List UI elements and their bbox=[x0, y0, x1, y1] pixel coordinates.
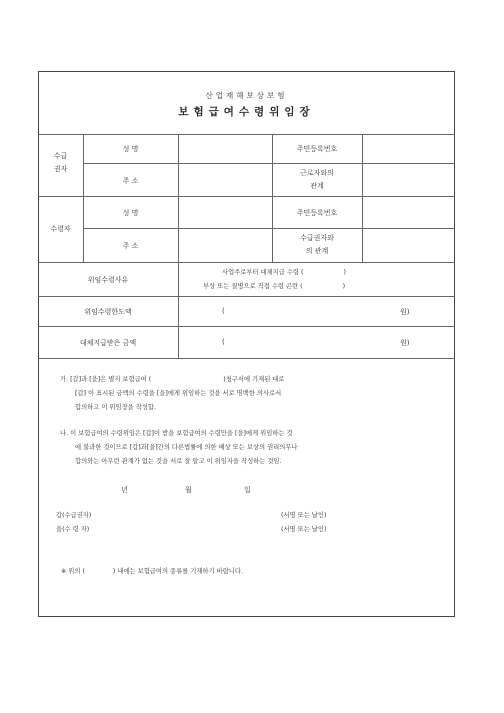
claimant-name-label: 성 명 bbox=[122, 145, 139, 153]
party-b-signature[interactable]: (서명 또는 날인) bbox=[281, 526, 327, 533]
agent-name-field[interactable] bbox=[179, 198, 271, 227]
claimant-resident-number-label: 주민등록번호 bbox=[296, 145, 338, 153]
table-line bbox=[38, 296, 455, 297]
limit-value-open: ( bbox=[222, 307, 225, 315]
date-year-label: 년 bbox=[121, 486, 128, 494]
advance-label: 대체지급받은 금액 bbox=[79, 339, 137, 347]
party-a-signature[interactable]: (서명 또는 날인) bbox=[281, 512, 327, 519]
party-a-name-field[interactable] bbox=[110, 506, 275, 520]
paragraph-a-line-2: [갑] 이 표시된 금액의 수령을 [을]에게 위임하는 것을 서로 명백한 의사로서 bbox=[75, 390, 282, 397]
claimant-address-label: 주 소 bbox=[122, 177, 139, 185]
paragraph-b-line-1: 나. 이 보험급여의 수령위임은 [갑]이 받을 보험급여의 수령만을 [을]에게 위임하는 것 bbox=[60, 430, 293, 437]
paragraph-b-line-3: 합의와는 아무런 관계가 없는 것을 서로 잘 알고 이 위임자을 작성하는 것임. bbox=[75, 458, 282, 465]
table-line bbox=[83, 228, 455, 229]
claimant-resident-number-field[interactable] bbox=[363, 136, 454, 162]
date-day-field[interactable] bbox=[200, 480, 242, 496]
advance-value-open: ( bbox=[222, 338, 225, 346]
date-month-field[interactable] bbox=[140, 480, 182, 496]
reason-label: 위임수령사유 bbox=[87, 276, 129, 284]
form-title: 보험급여수령위임장 bbox=[178, 106, 315, 118]
limit-label: 위임수령한도액 bbox=[84, 308, 132, 316]
table-line bbox=[38, 196, 455, 197]
relation-to-claimant-field[interactable] bbox=[363, 230, 454, 261]
party-b-label: 을(수 령 자) bbox=[56, 526, 90, 533]
agent-address-field[interactable] bbox=[179, 230, 271, 261]
claimant-name-field[interactable] bbox=[179, 136, 271, 162]
reason-option-employer[interactable]: 사업주로부터 대체지급 수령 ( ) bbox=[222, 269, 346, 276]
table-line bbox=[38, 326, 455, 327]
agent-group-label: 수령자 bbox=[50, 225, 71, 233]
advance-amount-field[interactable] bbox=[230, 330, 390, 354]
relation-to-claimant-label: 수급권자와 의 관계 bbox=[300, 234, 334, 255]
paragraph-a-line-1: 가. [갑]과 [을]은 별지 보험급여 ( )청구서에 기재된 대로 bbox=[60, 376, 285, 383]
claimant-address-field[interactable] bbox=[179, 165, 271, 195]
relation-to-worker-label: 근로자와의 관계 bbox=[300, 169, 334, 190]
table-line bbox=[83, 163, 455, 164]
agent-name-label: 성 명 bbox=[122, 209, 139, 217]
reason-option-injury[interactable]: 부상 또는 질병으로 직접 수령 곤란 ( ) bbox=[203, 283, 346, 290]
date-month-label: 월 bbox=[185, 486, 192, 494]
agent-resident-number-label: 주민등록번호 bbox=[296, 209, 338, 217]
limit-amount-field[interactable] bbox=[230, 300, 390, 322]
agent-address-label: 주 소 bbox=[122, 242, 139, 250]
table-top-line bbox=[38, 134, 455, 135]
advance-value-unit: 원) bbox=[400, 339, 410, 347]
party-b-name-field[interactable] bbox=[110, 520, 275, 534]
table-bottom-line bbox=[38, 358, 455, 359]
table-line bbox=[38, 262, 455, 263]
paragraph-a-line-3: 합의하고 이 위임장을 작성함. bbox=[75, 404, 156, 411]
claimant-group-label: 수급 권자 bbox=[53, 152, 68, 173]
agent-resident-number-field[interactable] bbox=[363, 198, 454, 227]
date-year-field[interactable] bbox=[70, 480, 118, 496]
party-a-label: 갑(수급권자) bbox=[56, 512, 92, 519]
form-subtitle: 산업재해보상보험 bbox=[205, 91, 288, 100]
relation-to-worker-field[interactable] bbox=[363, 165, 454, 195]
date-day-label: 일 bbox=[244, 486, 251, 494]
paragraph-b-line-2: 에 불과한 것이므로 [갑]과[을]간의 다른법률에 의한 배상 또는 보상의 권리의무나 bbox=[75, 444, 298, 451]
limit-value-unit: 원) bbox=[400, 308, 410, 316]
footnote: ※ 위의 ( ) 내에는 보험급여의 종류를 기재하기 바랍니다. bbox=[61, 568, 243, 575]
